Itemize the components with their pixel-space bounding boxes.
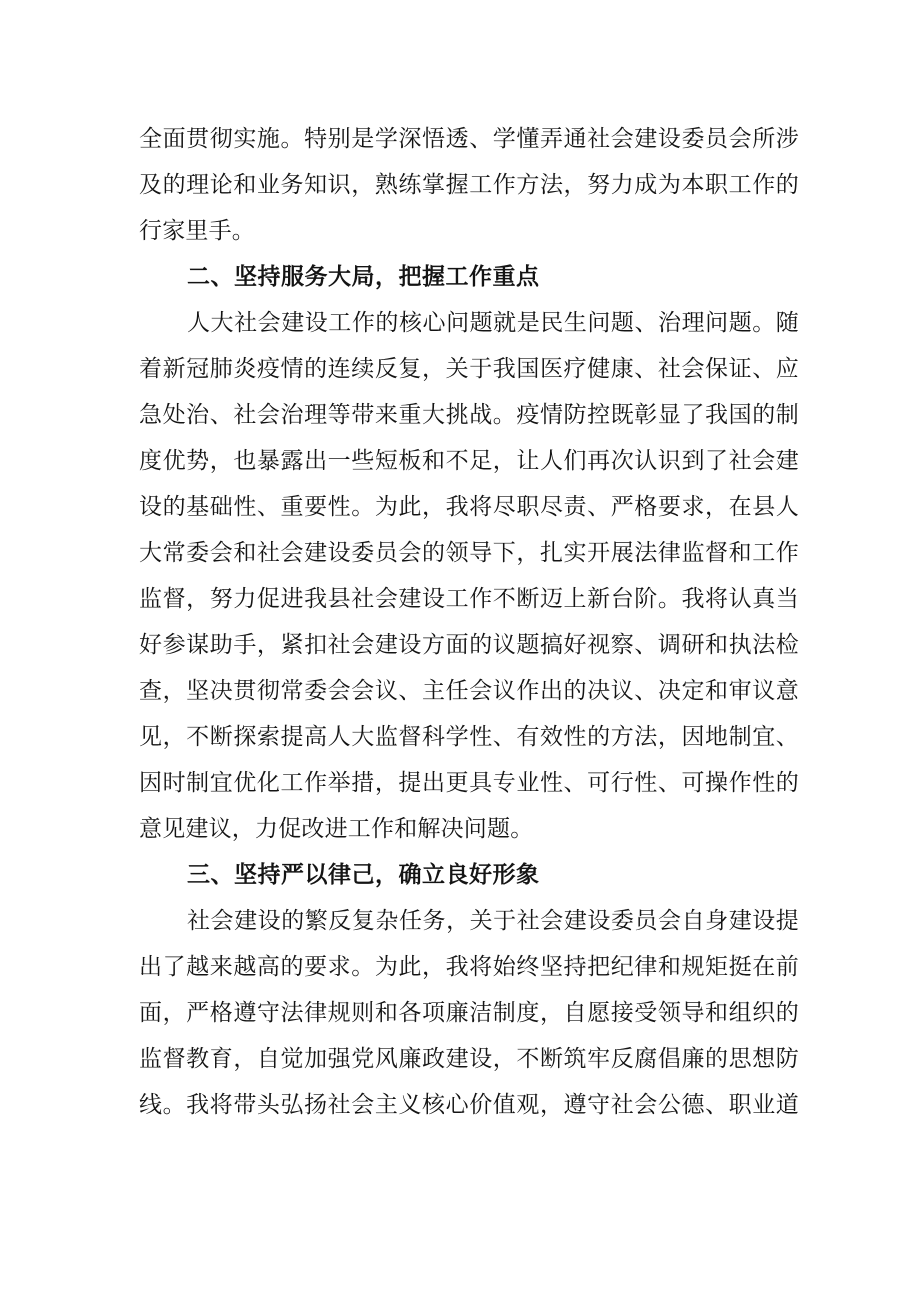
paragraph-line: 全面贯彻实施。特别是学深悟透、学懂弄通社会建设委员会所涉 (139, 126, 799, 152)
paragraph-line: 见，不断探索提高人大监督科学性、有效性的方法，因地制宜、 (139, 724, 799, 750)
paragraph-line: 意见建议，力促改进工作和解决问题。 (139, 816, 534, 842)
paragraph-line: 急处治、社会治理等带来重大挑战。疫情防控既彰显了我国的制 (139, 402, 799, 428)
paragraph-line: 因时制宜优化工作举措，提出更具专业性、可行性、可操作性的 (139, 770, 799, 796)
paragraph-line: 设的基础性、重要性。为此，我将尽职尽责、严格要求，在县人 (139, 494, 799, 520)
paragraph-line: 出了越来越高的要求。为此，我将始终坚持把纪律和规矩挺在前 (139, 954, 799, 980)
paragraph-line: 线。我将带头弘扬社会主义核心价值观，遵守社会公德、职业道 (139, 1092, 799, 1118)
paragraph-line: 着新冠肺炎疫情的连续反复，关于我国医疗健康、社会保证、应 (139, 356, 799, 382)
paragraph-line: 社会建设的繁反复杂任务，关于社会建设委员会自身建设提 (187, 908, 799, 934)
paragraph-line: 好参谋助手，紧扣社会建设方面的议题搞好视察、调研和执法检 (139, 632, 799, 658)
section-heading: 二、坚持服务大局，把握工作重点 (187, 264, 540, 290)
paragraph-line: 监督教育，自觉加强党风廉政建设，不断筑牢反腐倡廉的思想防 (139, 1046, 799, 1072)
paragraph-line: 度优势，也暴露出一些短板和不足，让人们再次认识到了社会建 (139, 448, 799, 474)
paragraph-line: 面，严格遵守法律规则和各项廉洁制度，自愿接受领导和组织的 (139, 1000, 799, 1026)
paragraph-line: 监督，努力促进我县社会建设工作不断迈上新台阶。我将认真当 (139, 586, 799, 612)
paragraph-line: 行家里手。 (139, 218, 255, 244)
paragraph-line: 大常委会和社会建设委员会的领导下，扎实开展法律监督和工作 (139, 540, 799, 566)
section-heading: 三、坚持严以律己，确立良好形象 (187, 862, 540, 888)
paragraph-line: 查，坚决贯彻常委会会议、主任会议作出的决议、决定和审议意 (139, 678, 799, 704)
paragraph-line: 及的理论和业务知识，熟练掌握工作方法，努力成为本职工作的 (139, 172, 799, 198)
paragraph-line: 人大社会建设工作的核心问题就是民生问题、治理问题。随 (187, 310, 799, 336)
